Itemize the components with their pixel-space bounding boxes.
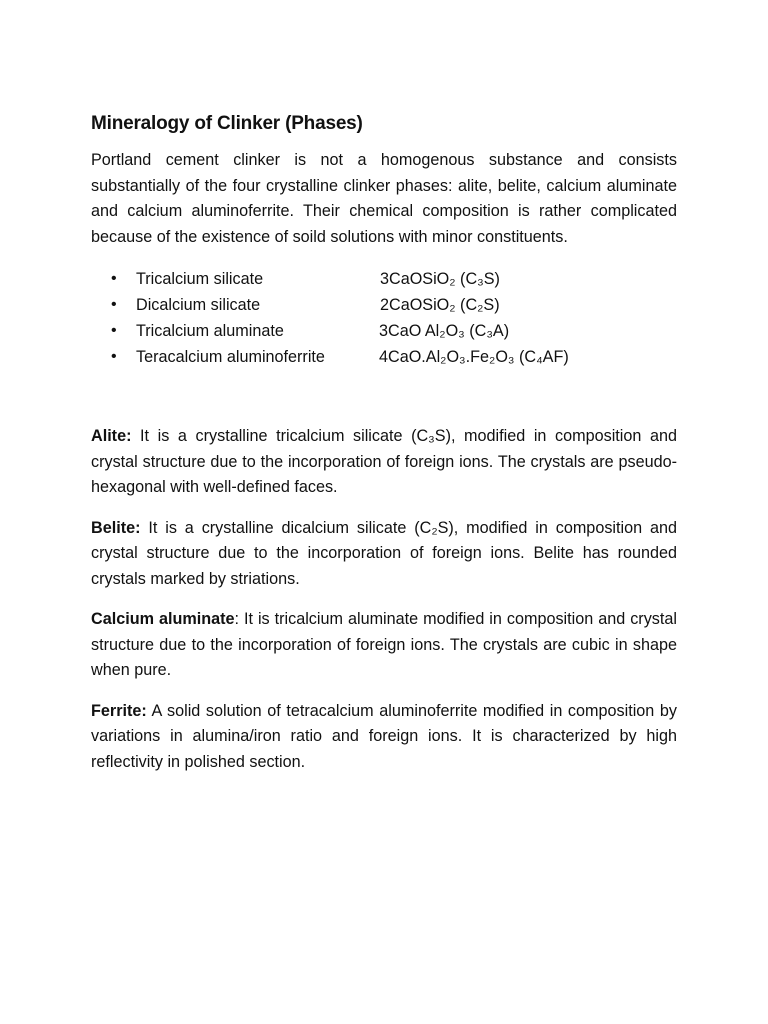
- phase-name: Tricalcium aluminate: [136, 322, 284, 340]
- belite-text: It is a crystalline dicalcium silicate (C₂S), modified in composition and crystal structure due to the incorporation of foreign ions. Belite has rounded crystals marked by striations.: [91, 518, 677, 588]
- phase-name: Dicalcium silicate: [136, 296, 261, 314]
- alite-text: It is a crystalline tricalcium silicate (C₃S), modified in composition and crystal structure due to the incorporation of foreign ions. The crystals are pseudo-hexagonal with well-defined faces.: [91, 427, 677, 496]
- bullet-icon: •: [111, 348, 117, 365]
- phase-item: [111, 266, 677, 292]
- phase-item: [111, 318, 677, 344]
- phase-item: [111, 292, 677, 318]
- belite-paragraph: [91, 516, 677, 593]
- section-spacer: [91, 370, 677, 424]
- page-title: Mineralogy of Clinker (Phases): [91, 113, 363, 134]
- calcium-aluminate-term: Calcium aluminate: [91, 610, 235, 628]
- phase-name: Tricalcium silicate: [136, 270, 264, 288]
- phase-item: [111, 344, 677, 370]
- phase-formula: 2CaOSiO₂ (C₂S): [380, 296, 500, 314]
- phase-formula: 3CaO Al₂O₃ (C₃A): [379, 322, 510, 340]
- ferrite-term: Ferrite:: [91, 701, 147, 720]
- ferrite-text: A solid solution of tetracalcium aluminoferrite modified in composition by variations in alumina/iron ratio and foreign ions. It is characterized by high reflectivity in polished section.: [91, 701, 677, 771]
- alite-paragraph: [91, 424, 677, 501]
- phase-name: Teracalcium aluminoferrite: [136, 348, 325, 366]
- phase-list: [91, 266, 677, 370]
- calcium-aluminate-paragraph: [91, 607, 677, 684]
- document-body: [91, 110, 677, 790]
- calcium-aluminate-text: : It is tricalcium aluminate modified in composition and crystal structure due to the incorporation of foreign ions. The crystals are cubic in shape when pure.: [91, 610, 677, 679]
- bullet-icon: •: [111, 296, 117, 313]
- alite-term: Alite:: [91, 427, 132, 445]
- bullet-icon: •: [111, 322, 117, 339]
- belite-term: Belite:: [91, 518, 141, 537]
- intro-paragraph: Portland cement clinker is not a homogenous substance and consists substantially of the four crystalline clinker phases: alite, belite, calcium aluminate and calcium aluminoferrite. Their chemical composition is rather complicated because of the existence of soild solutions with minor constituents.: [91, 151, 677, 246]
- phase-formula: 4CaO.Al₂O₃.Fe₂O₃ (C₄AF): [379, 348, 569, 366]
- bullet-icon: •: [111, 270, 117, 287]
- ferrite-paragraph: [91, 699, 677, 776]
- phase-formula: 3CaOSiO₂ (C₃S): [380, 270, 500, 288]
